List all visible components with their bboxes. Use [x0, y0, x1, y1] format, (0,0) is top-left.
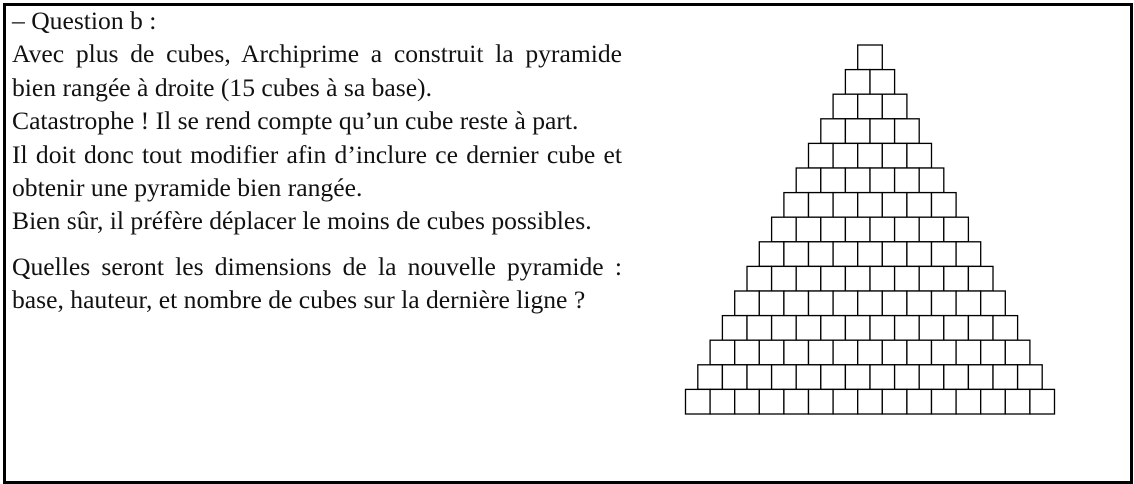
paragraph-construction: Avec plus de cubes, Archiprime a construit la pyramide bien rangée à droite (15 cubes à sa base).	[12, 39, 622, 102]
paragraph-preference: Bien sûr, il préfère déplacer le moins de cubes possibles.	[12, 206, 592, 236]
question-text	[12, 4, 622, 317]
paragraph-question: Quelles seront les dimensions de la nouvelle pyramide : base, hauteur, et nombre de cubes sur la dernière ligne ?	[12, 251, 622, 315]
question-header: – Question b :	[12, 6, 157, 35]
paragraph-modification: Il doit donc tout modifier afin d’inclure ce dernier cube et obtenir une pyramide bien rangée.	[12, 139, 622, 203]
paragraph-catastrophe: Catastrophe ! Il se rend compte qu’un cube reste à part.	[12, 106, 579, 136]
